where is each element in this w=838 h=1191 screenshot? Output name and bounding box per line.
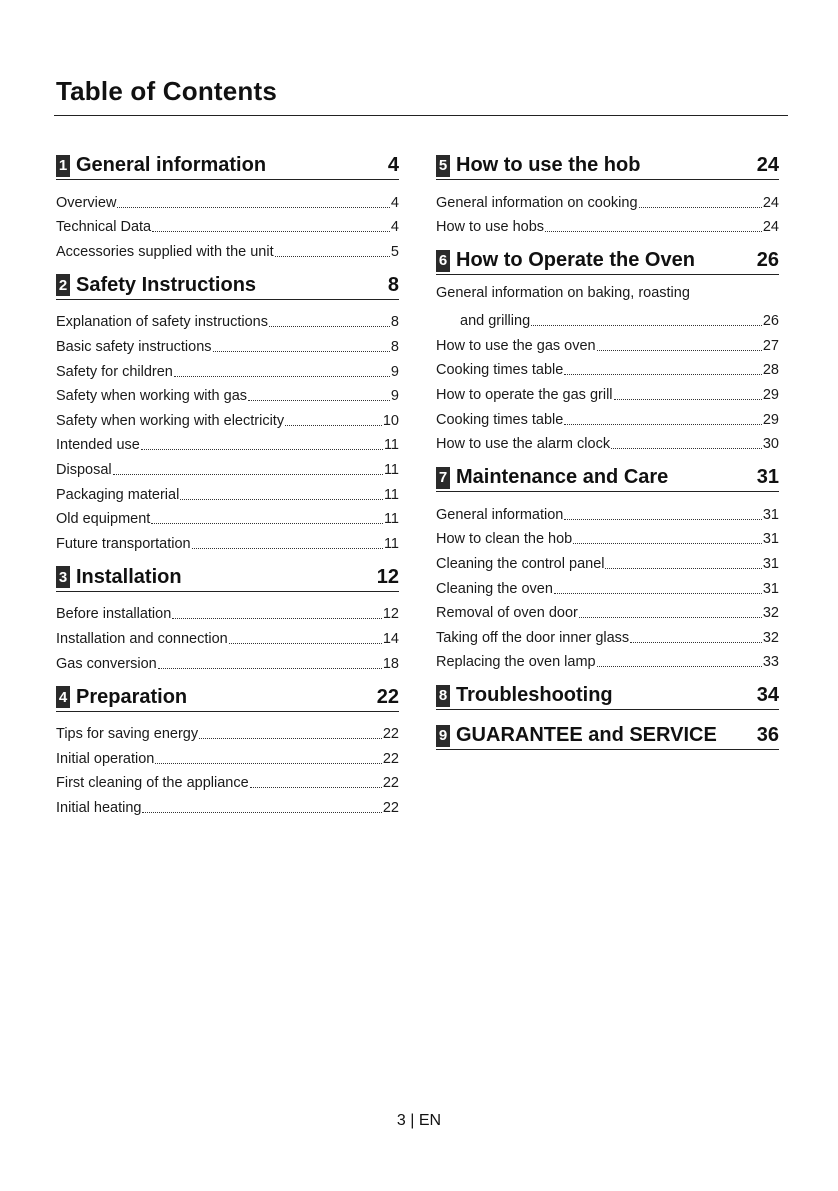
entry-label: How to use hobs — [436, 219, 545, 236]
dot-leader — [611, 448, 762, 449]
dot-leader — [213, 351, 390, 352]
toc-entry[interactable] — [56, 380, 399, 405]
toc-entry[interactable] — [436, 281, 779, 329]
section-page-number: 36 — [756, 724, 779, 747]
section-page-number: 4 — [387, 154, 399, 176]
toc-entry[interactable] — [56, 478, 399, 503]
toc-entry[interactable] — [56, 647, 399, 672]
section-number-badge: 6 — [436, 250, 450, 272]
entry-page-number: 11 — [383, 461, 399, 478]
entry-label: Technical Data — [56, 219, 152, 236]
entry-page-number: 11 — [383, 486, 399, 503]
entry-page-number: 31 — [762, 580, 779, 597]
dot-leader — [155, 763, 382, 764]
dot-leader — [639, 207, 762, 208]
toc-section — [56, 272, 399, 552]
section-header[interactable] — [56, 152, 399, 180]
entry-page-number: 22 — [382, 726, 399, 743]
toc-entry[interactable] — [56, 306, 399, 331]
entry-label: How to clean the hob — [436, 531, 573, 548]
section-number-badge: 1 — [56, 155, 70, 177]
entry-page-number: 28 — [762, 362, 779, 379]
toc-entry[interactable] — [436, 354, 779, 379]
entry-label: How to use the alarm clock — [436, 436, 611, 453]
dot-leader — [229, 643, 382, 644]
entry-label-line2: and grilling — [460, 313, 531, 330]
entry-page-number: 11 — [383, 535, 399, 552]
entry-page-number: 32 — [762, 629, 779, 646]
section-number-badge: 5 — [436, 155, 450, 177]
section-header[interactable] — [436, 152, 779, 180]
dot-leader — [151, 523, 383, 524]
section-title: Maintenance and Care — [456, 466, 669, 489]
toc-entry[interactable] — [436, 572, 779, 597]
dot-leader — [250, 787, 382, 788]
entry-page-number: 11 — [383, 511, 399, 528]
entry-page-number: 4 — [390, 219, 399, 236]
entry-page-number: 4 — [390, 194, 399, 211]
toc-section — [56, 684, 399, 816]
section-header[interactable] — [436, 464, 779, 492]
dot-leader — [554, 593, 762, 594]
dot-leader — [275, 256, 390, 257]
section-header[interactable] — [436, 682, 779, 710]
entry-label: Before installation — [56, 606, 172, 623]
toc-entry[interactable] — [56, 598, 399, 623]
entry-label: Basic safety instructions — [56, 338, 212, 355]
dot-leader — [142, 812, 381, 813]
entry-label: General information on baking, roasting — [436, 285, 690, 302]
toc-entry[interactable] — [436, 211, 779, 236]
toc-right-column — [436, 152, 779, 762]
entry-label: Gas conversion — [56, 655, 157, 672]
toc-section — [436, 722, 779, 750]
section-header[interactable] — [436, 722, 779, 750]
toc-entry[interactable] — [56, 330, 399, 355]
entry-page-number: 29 — [762, 411, 779, 428]
entry-label: Cooking times table — [436, 411, 564, 428]
section-title: Troubleshooting — [456, 684, 613, 707]
toc-entry[interactable] — [56, 404, 399, 429]
entry-label: How to operate the gas grill — [436, 386, 613, 403]
entry-label: Taking off the door inner glass — [436, 629, 630, 646]
entry-page-number: 10 — [382, 412, 399, 429]
toc-entry[interactable] — [436, 597, 779, 622]
dot-leader — [564, 424, 762, 425]
section-page-number: 22 — [376, 685, 399, 708]
toc-entry[interactable] — [56, 742, 399, 767]
entry-label: How to use the gas oven — [436, 337, 596, 354]
entry-page-number: 5 — [390, 243, 399, 260]
toc-entry[interactable] — [436, 403, 779, 428]
section-title: Safety Instructions — [76, 273, 257, 296]
entry-label: Replacing the oven lamp — [436, 654, 596, 671]
dot-leader — [605, 568, 761, 569]
section-title: Preparation — [76, 685, 188, 708]
toc-entry[interactable] — [56, 186, 399, 211]
entry-label: Cleaning the control panel — [436, 555, 605, 572]
entry-label: Intended use — [56, 437, 140, 454]
dot-leader — [579, 617, 762, 618]
entry-label: Old equipment — [56, 511, 151, 528]
dot-leader — [564, 374, 762, 375]
dot-leader — [597, 350, 762, 351]
entry-page-number: 31 — [762, 555, 779, 572]
dot-leader — [545, 231, 762, 232]
section-number-badge: 7 — [436, 467, 450, 489]
page-title: Table of Contents — [56, 76, 278, 106]
dot-leader — [180, 499, 383, 500]
dot-leader — [174, 376, 390, 377]
entry-label: Packaging material — [56, 486, 180, 503]
entry-page-number: 22 — [382, 775, 399, 792]
dot-leader — [597, 666, 762, 667]
dot-leader — [141, 449, 383, 450]
toc-section — [436, 247, 779, 452]
dot-leader — [192, 548, 383, 549]
entry-page-number: 8 — [390, 338, 399, 355]
section-header[interactable] — [56, 684, 399, 712]
page-footer: 3 | EN — [396, 1112, 442, 1129]
entry-page-number: 22 — [382, 799, 399, 816]
entry-page-number: 22 — [382, 750, 399, 767]
entry-page-number: 14 — [382, 630, 399, 647]
toc-entry[interactable] — [56, 718, 399, 743]
entry-label: Safety when working with gas — [56, 388, 248, 405]
dot-leader — [630, 642, 762, 643]
entry-page-number: 26 — [762, 313, 779, 330]
section-page-number: 24 — [756, 154, 779, 176]
toc-entry[interactable] — [436, 186, 779, 211]
section-page-number: 12 — [376, 565, 399, 588]
toc-entry[interactable] — [56, 767, 399, 792]
toc-entry[interactable] — [56, 355, 399, 380]
entry-page-number: 31 — [762, 506, 779, 523]
entry-page-number: 11 — [383, 437, 399, 454]
section-page-number: 8 — [387, 273, 399, 296]
section-title: GUARANTEE and SERVICE — [456, 724, 717, 747]
entry-page-number: 12 — [382, 606, 399, 623]
entry-page-number: 18 — [382, 655, 399, 672]
toc-entry[interactable] — [56, 503, 399, 528]
section-number-badge: 2 — [56, 274, 70, 296]
entry-label: Future transportation — [56, 535, 191, 552]
entry-page-number: 32 — [762, 605, 779, 622]
section-page-number: 31 — [756, 466, 779, 489]
entry-page-number: 31 — [762, 531, 779, 548]
toc-entry[interactable] — [436, 498, 779, 523]
entry-label: Safety when working with electricity — [56, 412, 285, 429]
entry-page-number: 24 — [762, 219, 779, 236]
toc-entry[interactable] — [436, 646, 779, 671]
section-number-badge: 3 — [56, 566, 70, 588]
section-page-number: 26 — [756, 249, 779, 272]
entry-page-number: 9 — [390, 388, 399, 405]
dot-leader — [564, 519, 762, 520]
entry-label: Explanation of safety instructions — [56, 314, 268, 331]
section-title: How to use the hob — [456, 154, 641, 176]
entry-label: Initial heating — [56, 799, 142, 816]
dot-leader — [113, 474, 383, 475]
entry-page-number: 30 — [762, 436, 779, 453]
entry-label: Safety for children — [56, 363, 173, 380]
entry-page-number: 29 — [762, 386, 779, 403]
entry-page-number: 33 — [762, 654, 779, 671]
entry-page-number: 27 — [762, 337, 779, 354]
toc-section — [56, 564, 399, 672]
toc-entry[interactable] — [56, 622, 399, 647]
section-title: How to Operate the Oven — [456, 249, 695, 272]
entry-label: Tips for saving energy — [56, 726, 199, 743]
toc-entry[interactable] — [56, 791, 399, 816]
dot-leader — [573, 543, 762, 544]
section-header[interactable] — [56, 564, 399, 592]
dot-leader — [172, 618, 382, 619]
entry-page-number: 9 — [390, 363, 399, 380]
section-header[interactable] — [436, 247, 779, 275]
entry-label-continued — [436, 305, 779, 329]
section-number-badge: 9 — [436, 725, 450, 747]
toc-entry[interactable] — [436, 523, 779, 548]
entry-label: Disposal — [56, 461, 112, 478]
dot-leader — [117, 207, 389, 208]
section-number-badge: 4 — [56, 686, 70, 708]
dot-leader — [248, 400, 390, 401]
toc-entry[interactable] — [56, 429, 399, 454]
entry-label: Cleaning the oven — [436, 580, 553, 597]
section-title: General information — [76, 154, 267, 176]
toc-entry[interactable] — [56, 211, 399, 236]
dot-leader — [531, 325, 762, 326]
toc-entry[interactable] — [436, 428, 779, 453]
entry-label: Cooking times table — [436, 362, 564, 379]
section-number-badge: 8 — [436, 685, 450, 707]
entry-label: Removal of oven door — [436, 605, 578, 622]
section-page-number: 34 — [756, 684, 779, 707]
dot-leader — [152, 231, 390, 232]
section-title: Installation — [76, 565, 182, 588]
toc-section — [436, 682, 779, 710]
toc-entry[interactable] — [436, 378, 779, 403]
toc-entry[interactable] — [56, 235, 399, 260]
dot-leader — [285, 425, 382, 426]
toc-entry[interactable] — [436, 621, 779, 646]
entry-label: Overview — [56, 194, 117, 211]
toc-entry[interactable] — [436, 329, 779, 354]
toc-section — [436, 464, 779, 670]
section-header[interactable] — [56, 272, 399, 300]
entry-page-number: 8 — [390, 314, 399, 331]
entry-label: First cleaning of the appliance — [56, 775, 249, 792]
toc-section — [56, 152, 399, 260]
entry-label: General information on cooking — [436, 194, 638, 211]
toc-entry[interactable] — [56, 453, 399, 478]
dot-leader — [614, 399, 762, 400]
entry-label: General information — [436, 506, 564, 523]
entry-label: Accessories supplied with the unit — [56, 243, 274, 260]
toc-left-column — [56, 152, 399, 828]
entry-page-number: 24 — [762, 194, 779, 211]
dot-leader — [269, 326, 390, 327]
entry-label: Installation and connection — [56, 630, 228, 647]
toc-entry[interactable] — [436, 547, 779, 572]
dot-leader — [199, 738, 382, 739]
entry-label: Initial operation — [56, 750, 155, 767]
toc-entry[interactable] — [56, 527, 399, 552]
title-divider — [54, 115, 788, 116]
dot-leader — [158, 668, 382, 669]
toc-section — [436, 152, 779, 235]
